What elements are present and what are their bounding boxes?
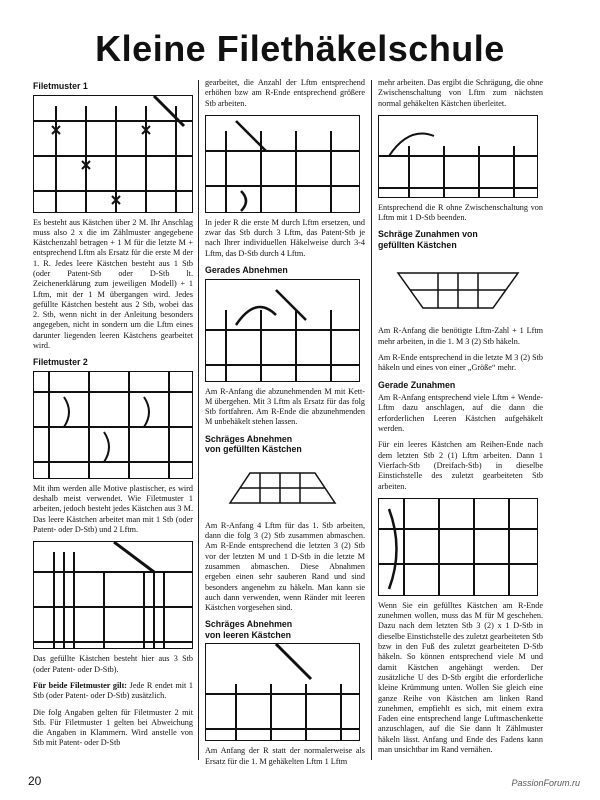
crochet-illustration <box>33 371 193 479</box>
section-heading <box>205 434 365 455</box>
section-heading: Filetmuster 1 <box>33 81 88 91</box>
crochet-illustration <box>378 498 538 596</box>
column-2 <box>205 78 365 773</box>
body-text: mehr arbeiten. Das ergibt die Schrägung, die ohne Zwischenschaltung von Lftm zum nächsten normal gehäkelten Kästchen überleitet. <box>378 78 543 108</box>
body-text: Am R-Anfang 4 Lftm für das 1. Stb arbeiten, dann die folg 3 (2) Stb zusammen abmaschen. Am R-Ende entsprechend die letzten 3 (2) Stb vor der letzten M und 1 D-Stb in die letzte M zusammen abmaschen. Diese Abnahmen ergeben einen sehr sauberen Rand und sind besonders angenehm zu häkeln. Man kann sie auch dann verwenden, wenn Ränder mit leeren Kästchen vorgesehen sind. <box>205 520 365 613</box>
heading-line: Schräge Zunahmen von <box>378 229 478 240</box>
column-1 <box>33 78 193 755</box>
section-heading <box>205 619 365 640</box>
crochet-illustration <box>33 541 193 649</box>
column-divider <box>198 80 199 760</box>
body-text: Mit ihm werden alle Motive plastischer, es wird deshalb meist verwendet. Wie Filetmuster 1 arbeiten, jedoch besteht jedes Kästchen aus 3 M. Das leere Kästchen arbeitet man mit 1 Stb (oder Patent- oder D-Stb) und 2 Lftm. <box>33 483 193 535</box>
body-text: Am Anfang der R statt der normalerweise als Ersatz für die 1. M gehäkelten Lftm 1 Lftm <box>205 746 365 766</box>
crochet-illustration <box>205 115 360 213</box>
heading-line: von gefüllten Kästchen <box>205 444 302 455</box>
body-text: Am R-Anfang die benötigte Lftm-Zahl + 1 Lftm mehr arbeiten, in die 1. M 3 (2) Stb häkeln. <box>378 326 543 346</box>
body-text: In jeder R die erste M durch Lftm ersetzen, und zwar das Stb durch 3 Lftm, das Patent-Stb je nach Ihrer individuellen Häkelweise durch 3-4 Lftm, das D-Stb durch 4 Lftm. <box>205 217 365 258</box>
crochet-illustration <box>205 279 360 382</box>
section-heading: Gerade Zunahmen <box>378 379 456 390</box>
body-text-span: Jede R endet mit 1 Stb (oder Patent- oder D-Stb) zusätzlich. <box>33 680 193 701</box>
section-heading: Gerades Abnehmen <box>205 265 288 276</box>
heading-line: von leeren Kästchen <box>205 629 292 640</box>
body-text: Am R-Anfang entsprechend viele Lftm + Wende-Lftm dazu anschlagen, auf die dann die erforderlichen Leeren Kästchen aufgehäkelt werden. <box>378 393 543 434</box>
body-text: Entsprechend die R ohne Zwischenschaltung von Lftm mit 1 D-Stb beenden. <box>378 202 543 223</box>
body-text: Am R-Anfang die abzunehmenden M mit Kett-M übergehen. Mit 3 Lftm als Ersatz für das folg Stb fortfahren. Am R-Ende die abzunehmenden M unbehäkelt stehen lassen. <box>205 386 365 427</box>
body-text: Wenn Sie ein gefülltes Kästchen am R-Ende zunehmen wollen, muss das M für M geschehen. Dazu nach dem letzten Stb 3 (2) x 1 D-Stb in dieselbe Einstichstelle des zuletzt gearbeiteten Stb bzw in den Fuß des zuletzt gearbeiteten D-Stb häkeln. So können entsprechend viele M und damit Kästchen angehängt werden. Der zusätzliche U des D-Stb ergibt die erforderliche kleine Krümmung unten. Wollen Sie gleich eine ganze Reihe von Kästchen am linken Rand zunehmen, empfiehlt es sich, mit einem extra Faden eine entsprechend lange Luftmaschenkette anzuschlagen, auf die Sie dann lt Zählmuster häkeln lässt. Anfang und Ende des Fadens kann man unsichtbar im Rand vernähen. <box>378 600 543 754</box>
body-text <box>33 681 193 702</box>
section-heading: Filetmuster 2 <box>33 357 88 368</box>
section-heading <box>378 229 543 250</box>
body-text: Das gefüllte Kästchen besteht hier aus 3 Stb (oder Patent- oder D-Stb). <box>33 654 193 674</box>
body-text: Die folg Angaben gelten für Filetmuster 2 mit Stb. Für Filetmuster 1 gelten bei Abweichung die Angaben in Klammern. Wird anstelle von Stb mit Patent- oder D-Stb <box>33 707 193 748</box>
crochet-illustration <box>205 643 360 741</box>
column-divider <box>371 80 372 760</box>
watermark: PassionForum.ru <box>511 778 580 788</box>
body-text: Es besteht aus Kästchen über 2 M. Ihr Anschlag muss also 2 x die im Zählmuster angegebene Kästchenzahl betragen + 1 M für die letzte M + entsprechend Lftm als Ersatz für die erste M der 1. R. Jedes leere Kästchen besteht aus 1 Stb (oder Patent-Stb oder D-Stb lt. Zeichenerklärung zum jeweiligen Modell) + 1 Lftm, mit der 1 M übergangen wird. Jedes gefüllte Kästchen besteht aus 2 Stb, wobei das 2. Stb, wenn nicht in der Anleitung besonders angegeben, nicht in sondern um die Lftm eines darunter liegenden leeren Kästchens gearbeitet wird. <box>33 217 193 351</box>
body-text: gearbeitet, die Anzahl der Lftm entsprechend erhöhen bzw am R-Ende entsprechend größere Stb arbeiten. <box>205 78 365 108</box>
column-3 <box>378 78 543 761</box>
crochet-illustration <box>33 95 193 213</box>
body-text: Für ein leeres Kästchen am Reihen-Ende nach dem letzten Stb 2 (1) Lftm arbeiten. Dann 1 Vierfach-Stb (Dreifach-Stb) in dieselbe Einstichstelle des zuletzt gearbeiteten Stb arbeiten. <box>378 440 543 491</box>
bold-lead: Für beide Filetmuster gilt: <box>33 680 128 690</box>
heading-line: gefüllten Kästchen <box>378 239 457 250</box>
body-text: Am R-Ende entsprechend in die letzte M 3 (2) Stb häkeln und eines von einer „Größe“ mehr. <box>378 353 543 373</box>
page-title: Kleine Filethäkelschule <box>95 28 505 69</box>
page-number: 20 <box>28 774 42 788</box>
heading-line: Schräges Abnehmen <box>205 433 293 444</box>
crochet-illustration <box>378 253 538 321</box>
crochet-illustration <box>205 458 360 516</box>
crochet-illustration <box>378 115 538 198</box>
heading-line: Schräges Abnehmen <box>205 619 293 630</box>
